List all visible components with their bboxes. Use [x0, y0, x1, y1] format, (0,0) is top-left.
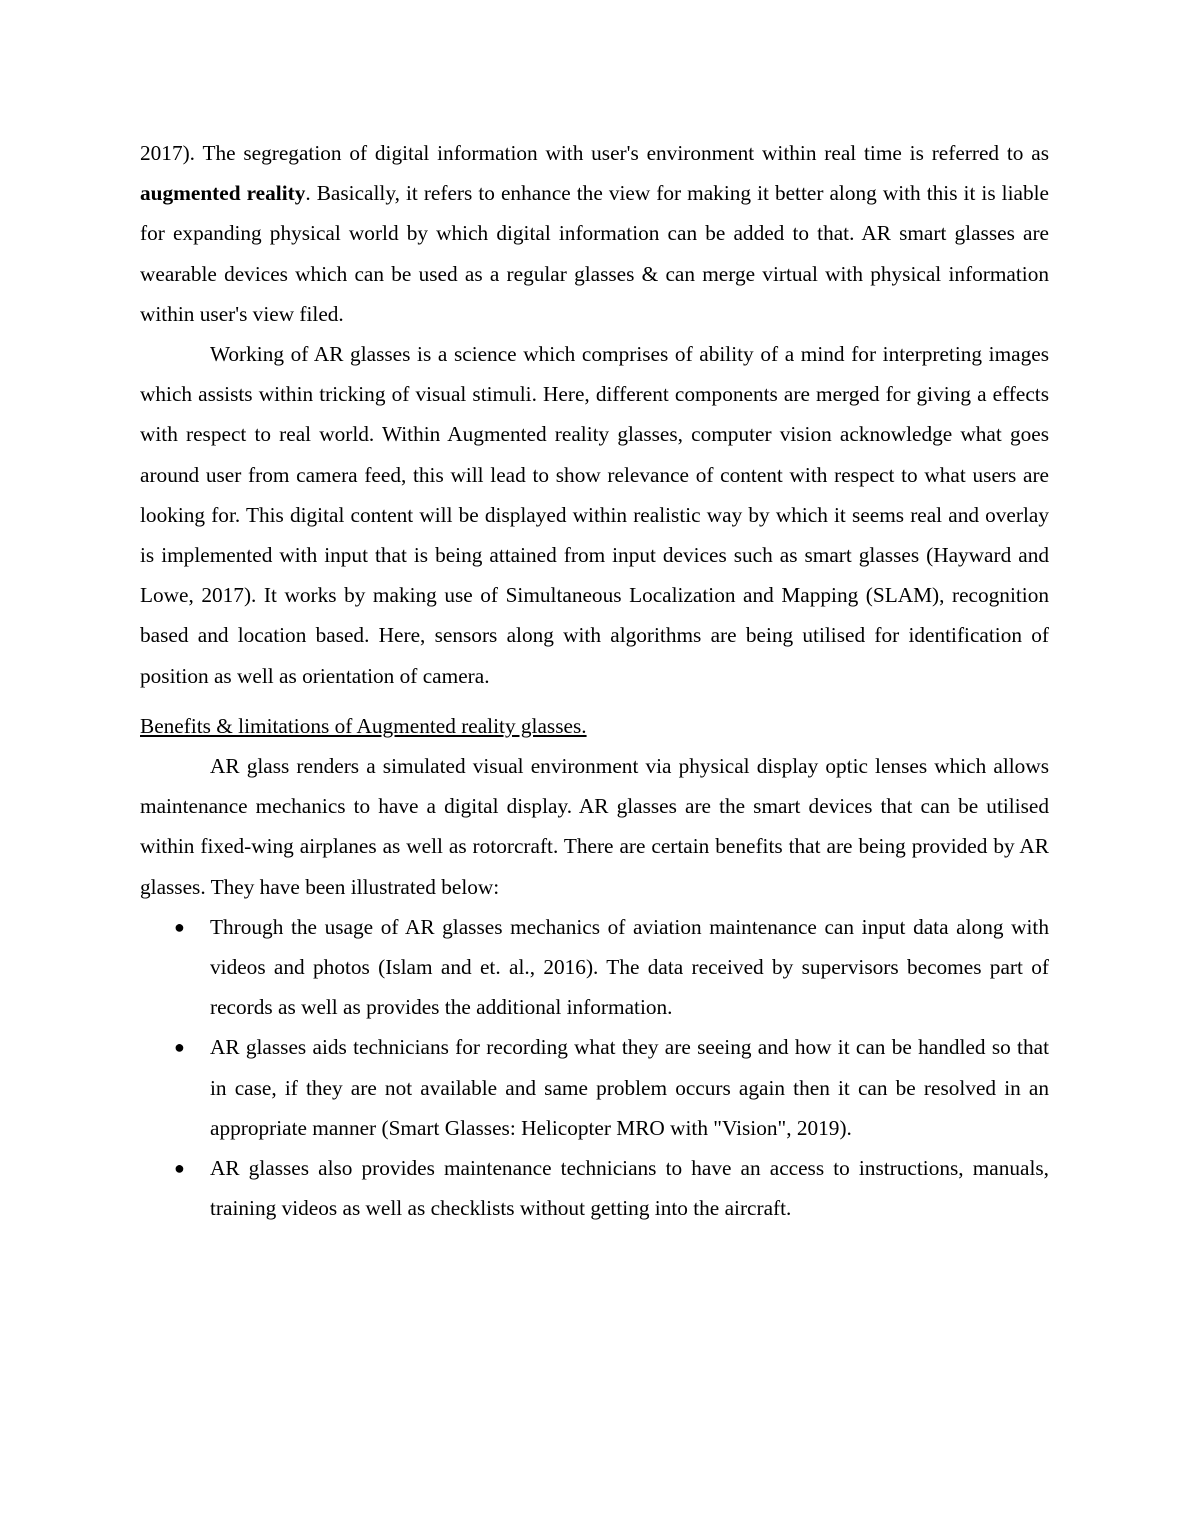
list-item [140, 907, 1049, 1028]
document-page [140, 133, 1049, 1228]
benefits-list [140, 907, 1049, 1229]
list-item-text: AR glasses aids technicians for recording what they are seeing and how it can be handled so that in case, if they are not available and same problem occurs again then it can be resolved in an appropriate manner (Smart Glasses: Helicopter MRO with "Vision", 2019). [210, 1035, 1049, 1140]
paragraph-ar-glass-renders: AR glass renders a simulated visual environment via physical display optic lenses which allows maintenance mechanics to have a digital display. AR glasses are the smart devices that can be utilised within fixed-wing airplanes as well as rotorcraft. There are certain benefits that are being provided by AR glasses. They have been illustrated below: [140, 754, 1049, 899]
list-item [140, 1027, 1049, 1148]
list-item-text: Through the usage of AR glasses mechanics of aviation maintenance can input data along with videos and photos (Islam and et. al., 2016). The data received by supervisors becomes part of records as well as provides the additional information. [210, 914, 1049, 1020]
paragraph-ar-definition [140, 133, 1049, 334]
list-item [140, 1148, 1049, 1228]
bullet-icon: ● [174, 1158, 185, 1179]
bullet-icon: ● [174, 916, 185, 937]
paragraph-working-of-ar: Working of AR glasses is a science which comprises of ability of a mind for interpreting images which assists within tricking of visual stimuli. Here, different components are merged for giving a effects with respect to real world. Within Augmented reality glasses, computer vision acknowledge what goes around user from camera feed, this will lead to show relevance of content with respect to what users are looking for. This digital content will be displayed within realistic way by which it seems real and overlay is implemented with input that is being attained from input devices such as smart glasses (Hayward and Lowe, 2017). It works by making use of Simultaneous Localization and Mapping (SLAM), recognition based and location based. Here, sensors along with algorithms are being utilised for identification of position as well as orientation of camera. [140, 342, 1049, 688]
list-item-text: AR glasses also provides maintenance technicians to have an access to instructions, manuals, training videos as well as checklists without getting into the aircraft. [210, 1156, 1049, 1221]
bold-term: augmented reality [140, 181, 306, 206]
paragraph-text: 2017). The segregation of digital information with user's environment within real time is referred to as [140, 141, 1049, 165]
section-heading: Benefits & limitations of Augmented reality glasses. [140, 713, 587, 738]
paragraph-text: . Basically, it refers to enhance the view for making it better along with this it is liable for expanding physical world by which digital information can be added to that. AR smart glasses are wearable devices which can be used as a regular glasses & can merge virtual with physical information within user's view filed. [140, 181, 1049, 326]
bullet-icon: ● [174, 1037, 185, 1058]
